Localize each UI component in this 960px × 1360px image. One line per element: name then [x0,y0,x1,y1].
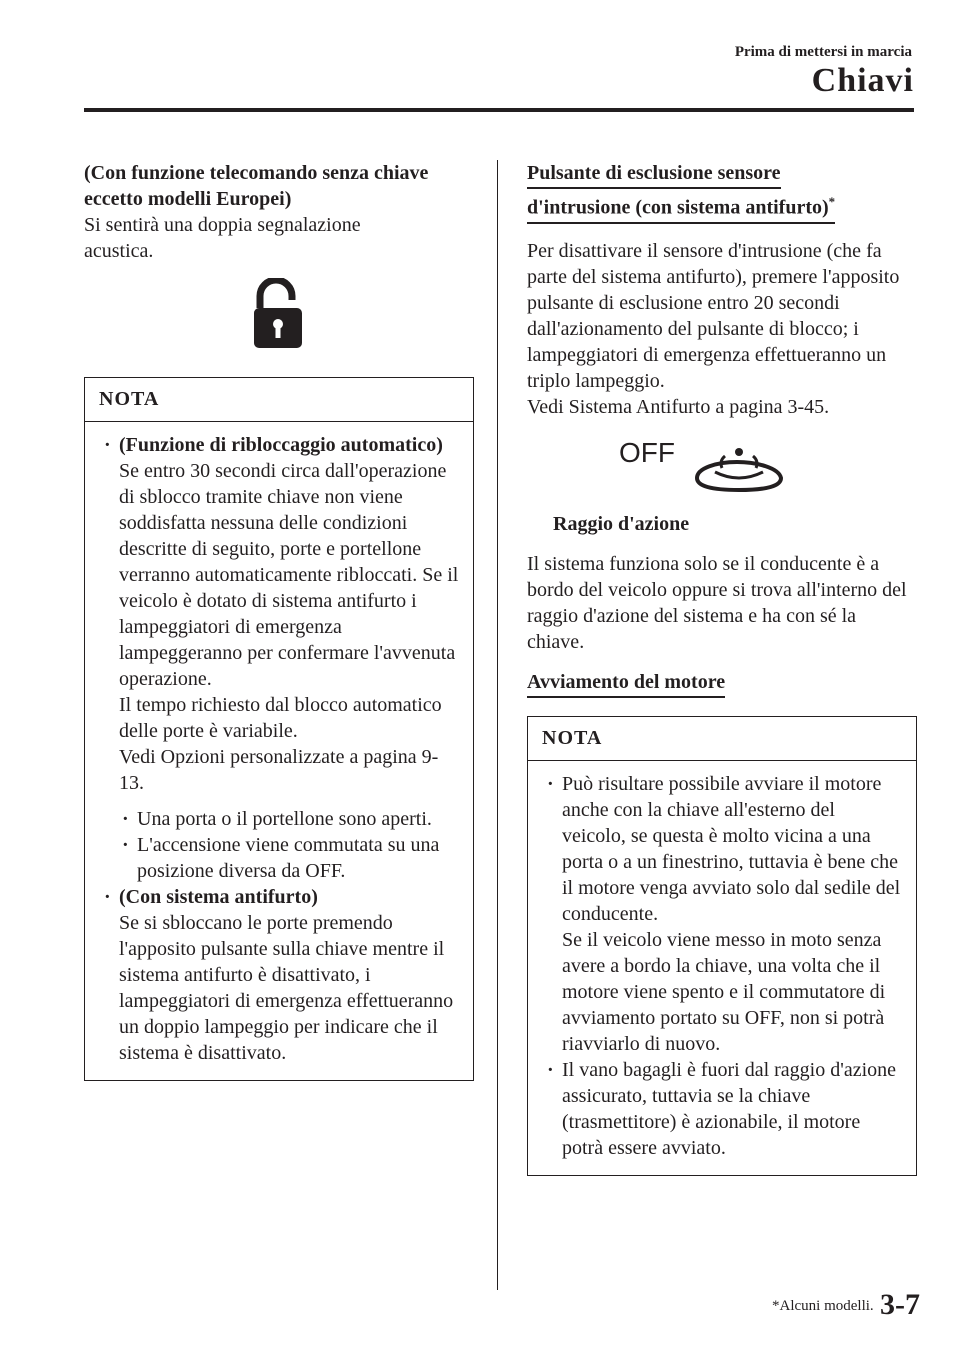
page-title: Chiavi [811,62,914,99]
nota-box-left [84,377,474,1081]
section-heading-line2: d'intrusione (con sistema antifurto)* [527,189,835,224]
left-heading-line1: (Con funzione telecomando senza chiave [84,162,429,184]
nota-sub-bullet: · L'accensione viene commutata su una posizione diversa da OFF. [99,832,459,884]
left-heading-line2: eccetto modelli Europei) [84,188,292,210]
header-section: Prima di mettersi in marcia [734,44,912,60]
section-heading [527,669,917,698]
section-heading [527,160,917,224]
section-heading-start: Avviamento del motore [527,669,725,698]
right-column [527,160,917,1176]
nota-bullet [99,432,459,796]
right-paragraph: Il sistema funziona solo se il conducente è a bordo del veicolo oppure si trova all'interno del raggio d'azione del sistema e ha con sé la chiave. [527,552,907,653]
page-number: 3-7 [880,1288,920,1321]
unlock-icon [252,278,304,350]
footer-note: *Alcuni modelli. [772,1298,874,1314]
bullet-title: · (Con sistema antifurto) [119,886,318,908]
bullet-text: Vedi Opzioni personalizzate a pagina 9-13. [119,746,439,794]
left-column [84,160,474,1081]
section-heading-line1: Pulsante di esclusione sensore [527,160,781,189]
header-rule [84,108,914,112]
bullet-text: Se si sbloccano le porte premendo l'apposito pulsante sulla chiave mentre il sistema antifurto è disattivato, i lampeggiatori di emergenza effettueranno un doppio lampeggio per indicare che il sistema è disattivato. [119,912,454,1064]
bullet-text: Se entro 30 secondi circa dall'operazione di sblocco tramite chiave non viene soddisfatta nessuna delle condizioni descritte di seguito, porte e portellone verranno automaticamente ribloccati. Se il veicolo è dotato di sistema antifurto i lampeggiatori di emergenza lampeggeranno per confermare l'avvenuta operazione. [119,460,459,690]
nota-title: NOTA [85,378,473,422]
intrusion-sensor-off-icon [617,436,797,496]
right-paragraph: Per disattivare il sensore d'intrusione (che fa parte del sistema antifurto), premere l'apposito pulsante di esclusione entro 20 secondi dall'azionamento del pulsante di blocco; i lampeggiatori di emergenza effettueranno un triplo lampeggio. [527,239,900,392]
nota-bullet [99,884,459,1066]
left-paragraph: Si sentirà una doppia segnalazione acustica. [84,214,361,262]
nota-box-right [527,716,917,1176]
nota-sub-bullet: · Una porta o il portellone sono aperti. [99,806,459,832]
subheading: Raggio d'azione [553,512,690,535]
bullet-text: Se il veicolo viene messo in moto senza avere a bordo la chiave, una volta che il motore viene spento e il commutatore di avviamento portato su OFF, non si potrà riavviarlo di nuovo. [562,928,886,1055]
nota-title: NOTA [528,717,916,761]
bullet-text: Il tempo richiesto dal blocco automatico delle porte è variabile. [119,694,442,742]
off-label: OFF [619,436,675,468]
column-divider [497,160,498,1290]
right-paragraph: Vedi Sistema Antifurto a pagina 3-45. [527,395,830,418]
nota-bullet: · Il vano bagagli è fuori dal raggio d'azione assicurato, tuttavia se la chiave (trasmettitore) è azionabile, il motore potrà essere avviato. [542,1057,902,1161]
bullet-text: · Può risultare possibile avviare il motore anche con la chiave all'esterno del veicolo, se questa è molto vicina a una porta o a un finestrino, tuttavia è bene che il motore venga avviato solo dal sedile del conducente. [562,772,901,925]
nota-bullet [542,771,902,1057]
bullet-title: · (Funzione di ribloccaggio automatico) [119,434,443,456]
